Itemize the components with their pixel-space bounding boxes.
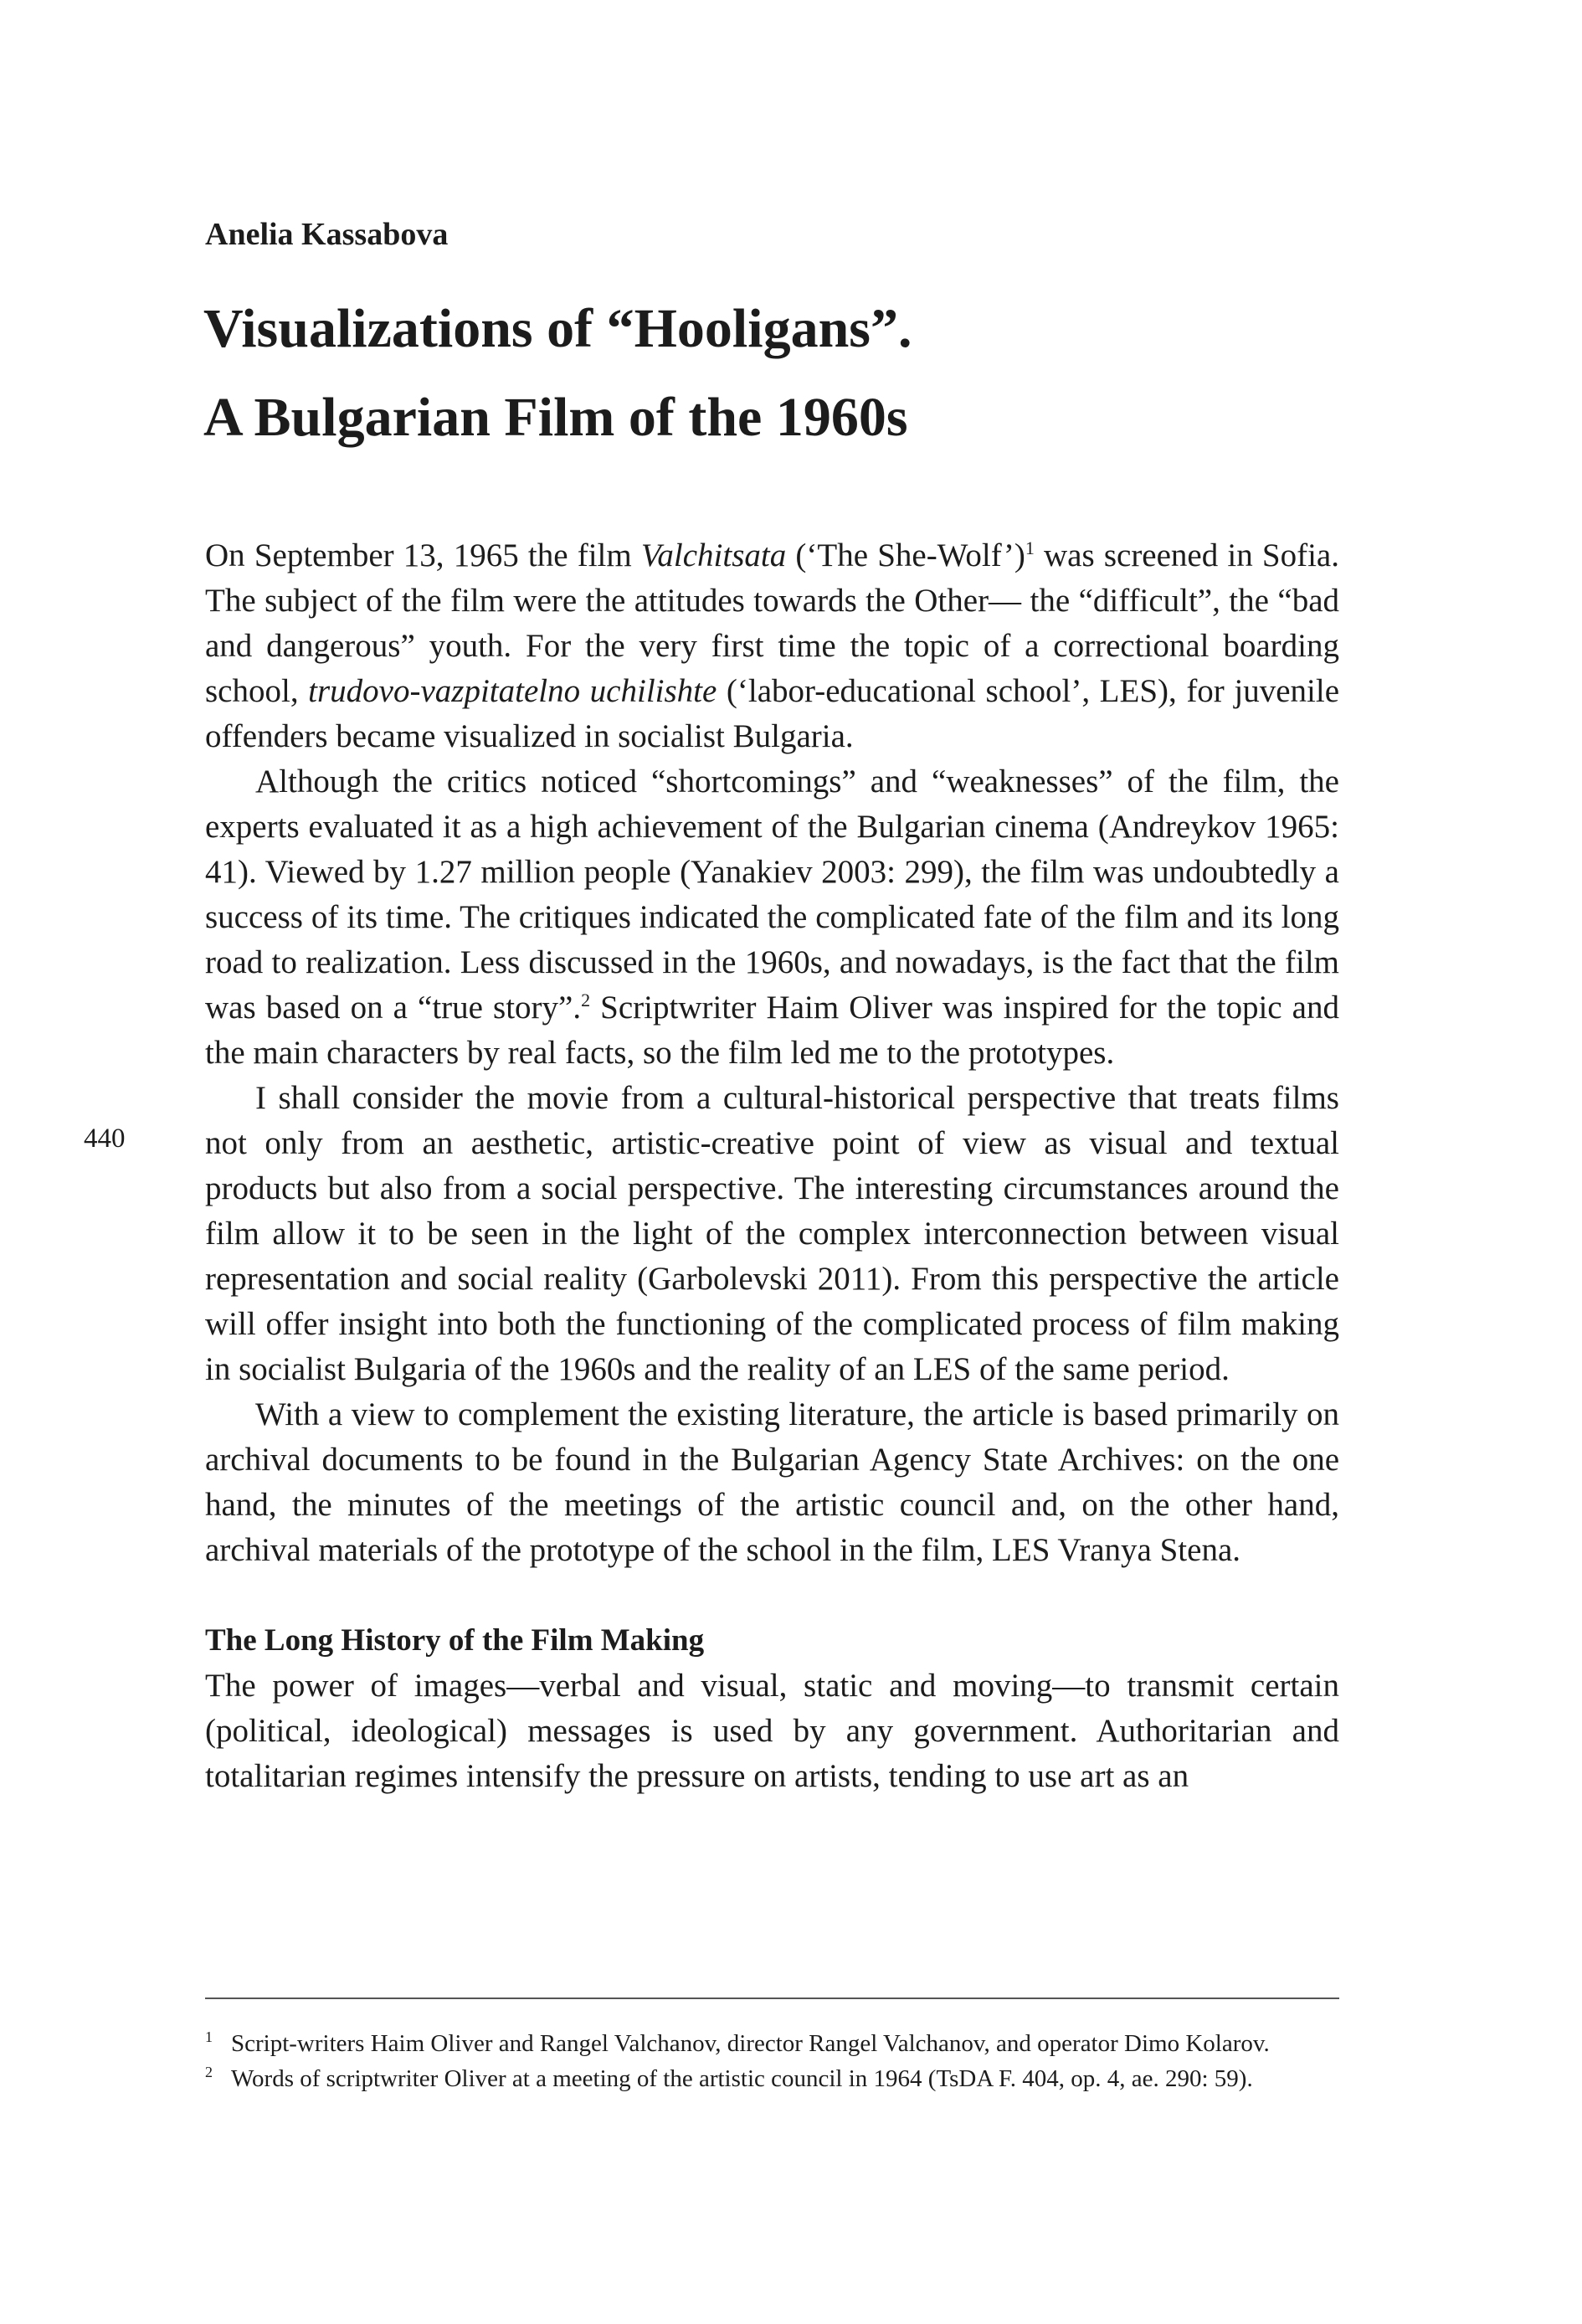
footnote-2 <box>205 2061 1339 2096</box>
footnote-text: Script-writers Haim Oliver and Rangel Valchanov, director Rangel Valchanov, and operator Dimo Kolarov. <box>231 2030 1270 2057</box>
footnote-number: 2 <box>205 2064 213 2081</box>
section-paragraph-1: The power of images—verbal and visual, static and moving—to transmit certain (political, ideological) messages is used by any government. Authoritarian and totalitarian regimes intensify the pressure on artists, tending to use art as an <box>205 1668 1339 1794</box>
author-name: Anelia Kassabova <box>205 217 449 252</box>
section-heading: The Long History of the Film Making <box>205 1623 705 1658</box>
paragraph-text: was screened in Sofia. The subject of the film were the attitudes towards the Other— the “difficult”, the “bad and dangerous” youth. For the very first time the topic of a correctional boarding school, <box>205 537 1339 709</box>
film-title: Valchitsata <box>640 537 787 573</box>
page-number: 440 <box>84 1123 126 1154</box>
footnote-text: Words of scriptwriter Oliver at a meeting of the artistic council in 1964 (TsDA F. 404, op. 4, ae. 290: 59). <box>231 2065 1253 2092</box>
footnote-number: 1 <box>205 2028 213 2046</box>
footnote-ref-1[interactable]: 1 <box>1025 537 1035 558</box>
footnote-ref-2[interactable]: 2 <box>581 990 591 1010</box>
paragraph-4: With a view to complement the existing literature, the article is based primarily on archival documents to be found in the Bulgarian Agency State Archives: on the one hand, the minutes of the meetings of the artistic council and, on the other hand, archival materials of the prototype of the school in the film, LES Vranya Stena. <box>205 1396 1339 1568</box>
footnote-1 <box>205 2026 1339 2061</box>
article-title <box>203 285 1375 462</box>
paragraph-text: (‘labor-educational school’, LES), for juvenile offenders became visualized in socialist Bulgaria. <box>205 673 1340 754</box>
article-body <box>205 533 1339 1799</box>
paragraph-3: I shall consider the movie from a cultural-historical perspective that treats films not only from an aesthetic, artistic-creative point of view as visual and textual products but also from a social perspective. The interesting circumstances around the film allow it to be seen in the light of the complex interconnection between visual representation and social reality (Garbolevski 2011). From this perspective the article will offer insight into both the functioning of the complicated process of film making in socialist Bulgaria of the 1960s and the reality of an LES of the same period. <box>205 1080 1339 1387</box>
paragraph-1 <box>205 533 1339 759</box>
footnotes <box>205 2026 1339 2096</box>
paragraph-2 <box>205 759 1339 1076</box>
footnote-divider <box>205 1998 1339 1999</box>
title-line-1: Visualizations of “Hooligans”. <box>203 298 912 359</box>
paragraph-text: (‘The She-Wolf’) <box>786 537 1025 573</box>
school-term: trudovo-vazpitatelno uchilishte <box>308 673 717 709</box>
paragraph-text: On September 13, 1965 the film <box>205 537 641 573</box>
title-line-2: A Bulgarian Film of the 1960s <box>203 387 908 448</box>
paragraph-text: Although the critics noticed “shortcomings” and “weaknesses” of the film, the experts evaluated it as a high achievement of the Bulgarian cinema (Andreykov 1965: 41). Viewed by 1.27 million people (Yanakiev 2003: 299), the film was undoubtedly a success of its time. The critiques indicated the complicated fate of the film and its long road to realization. Less discussed in the 1960s, and nowadays, is the fact that the film was based on a “true story”. <box>205 764 1339 1026</box>
section-spacer <box>205 1573 1339 1618</box>
paragraph-text: Scriptwriter Haim Oliver was inspired for the topic and the main characters by real facts, so the film led me to the prototypes. <box>205 990 1339 1071</box>
